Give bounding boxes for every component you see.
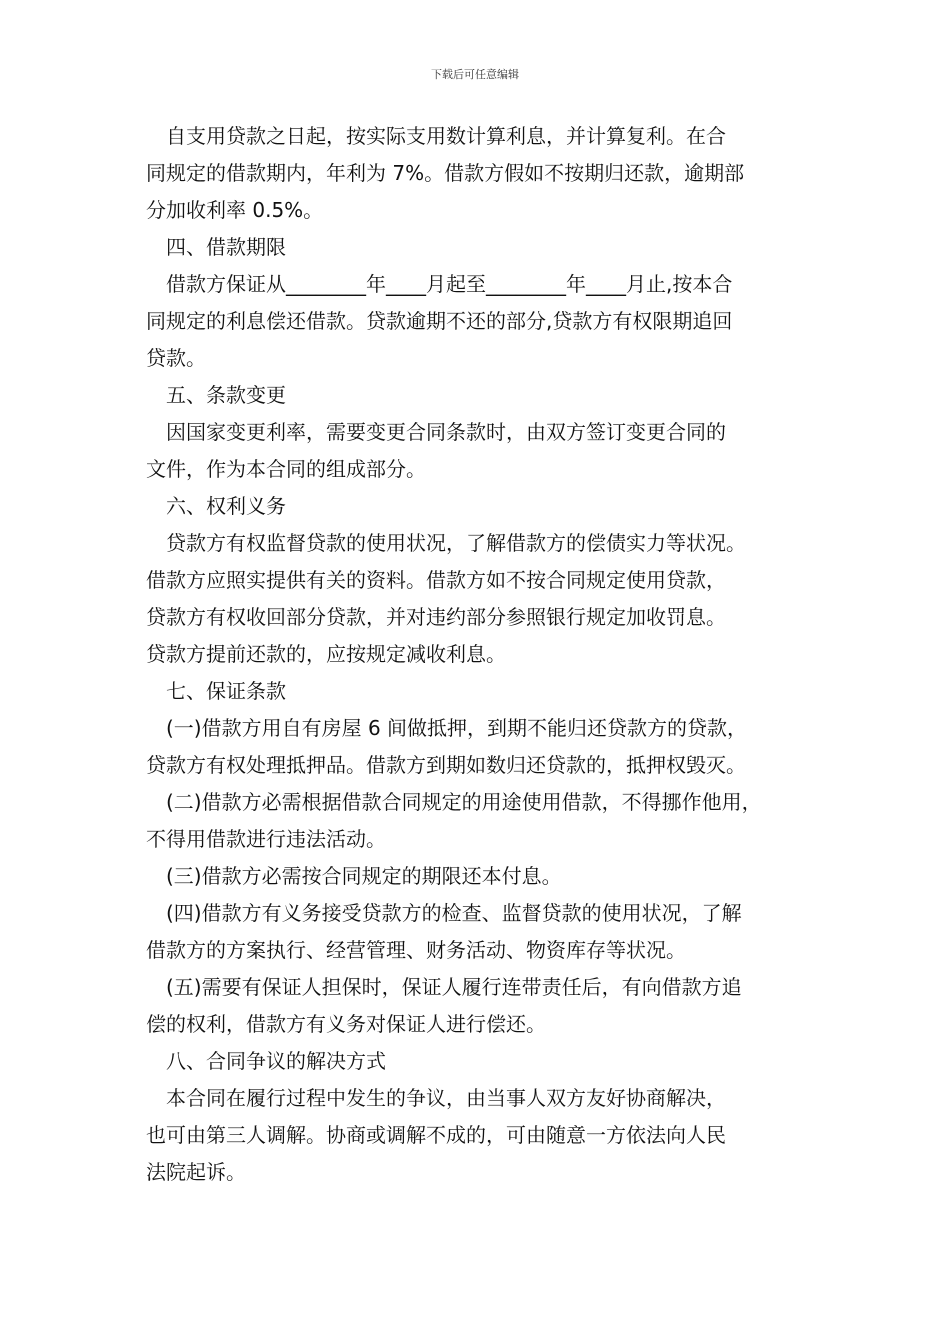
text-line: 同规定的借款期内，年利为 7%。借款方假如不按期归还款，逾期部 xyxy=(146,161,745,185)
text-line: (一)借款方用自有房屋 6 间做抵押，到期不能归还贷款方的贷款， xyxy=(166,716,748,740)
text-line: (四)借款方有义务接受贷款方的检查、监督贷款的使用状况，了解 xyxy=(166,901,742,925)
document-body xyxy=(146,118,818,1191)
text-line: 自支用贷款之日起，按实际支用数计算利息，并计算复利。在合 xyxy=(166,124,726,148)
text-line: 分加收利率 0.5%。 xyxy=(146,198,324,222)
section-heading: 四、借款期限 xyxy=(166,235,286,259)
text-line: 因国家变更利率，需要变更合同条款时，由双方签订变更合同的 xyxy=(166,420,726,444)
text-line: 也可由第三人调解。协商或调解不成的，可由随意一方依法向人民 xyxy=(146,1123,726,1147)
text-line: 文件，作为本合同的组成部分。 xyxy=(146,457,426,481)
text-line: 法院起诉。 xyxy=(146,1160,246,1184)
header-note: 下载后可任意编辑 xyxy=(431,68,519,81)
section-heading: 六、权利义务 xyxy=(166,494,286,518)
text-line: 贷款。 xyxy=(146,346,206,370)
text-line: 贷款方有权监督贷款的使用状况，了解借款方的偿债实力等状况。 xyxy=(166,531,746,555)
text-line: (三)借款方必需按合同规定的期限还本付息。 xyxy=(166,864,562,888)
section-heading: 五、条款变更 xyxy=(166,383,286,407)
text-line: (二)借款方必需根据借款合同规定的用途使用借款，不得挪作他用， xyxy=(166,790,762,814)
text-line: 同规定的利息偿还借款。贷款逾期不还的部分,贷款方有权限期追回 xyxy=(146,309,733,333)
text-line: 借款方应照实提供有关的资料。借款方如不按合同规定使用贷款， xyxy=(146,568,726,592)
text-line: 不得用借款进行违法活动。 xyxy=(146,827,386,851)
text-line: (五)需要有保证人担保时，保证人履行连带责任后，有向借款方追 xyxy=(166,975,742,999)
text-line: 借款方保证从________年____月起至________年____月止,按本合 xyxy=(166,272,733,296)
text-line: 偿的权利，借款方有义务对保证人进行偿还。 xyxy=(146,1012,546,1036)
text-line: 本合同在履行过程中发生的争议，由当事人双方友好协商解决， xyxy=(166,1086,726,1110)
text-line: 借款方的方案执行、经营管理、财务活动、物资库存等状况。 xyxy=(146,938,686,962)
text-line: 贷款方有权处理抵押品。借款方到期如数归还贷款的，抵押权毁灭。 xyxy=(146,753,746,777)
section-heading: 七、保证条款 xyxy=(166,679,286,703)
text-line: 贷款方有权收回部分贷款，并对违约部分参照银行规定加收罚息。 xyxy=(146,605,726,629)
section-heading: 八、合同争议的解决方式 xyxy=(166,1049,386,1073)
text-line: 贷款方提前还款的，应按规定减收利息。 xyxy=(146,642,506,666)
